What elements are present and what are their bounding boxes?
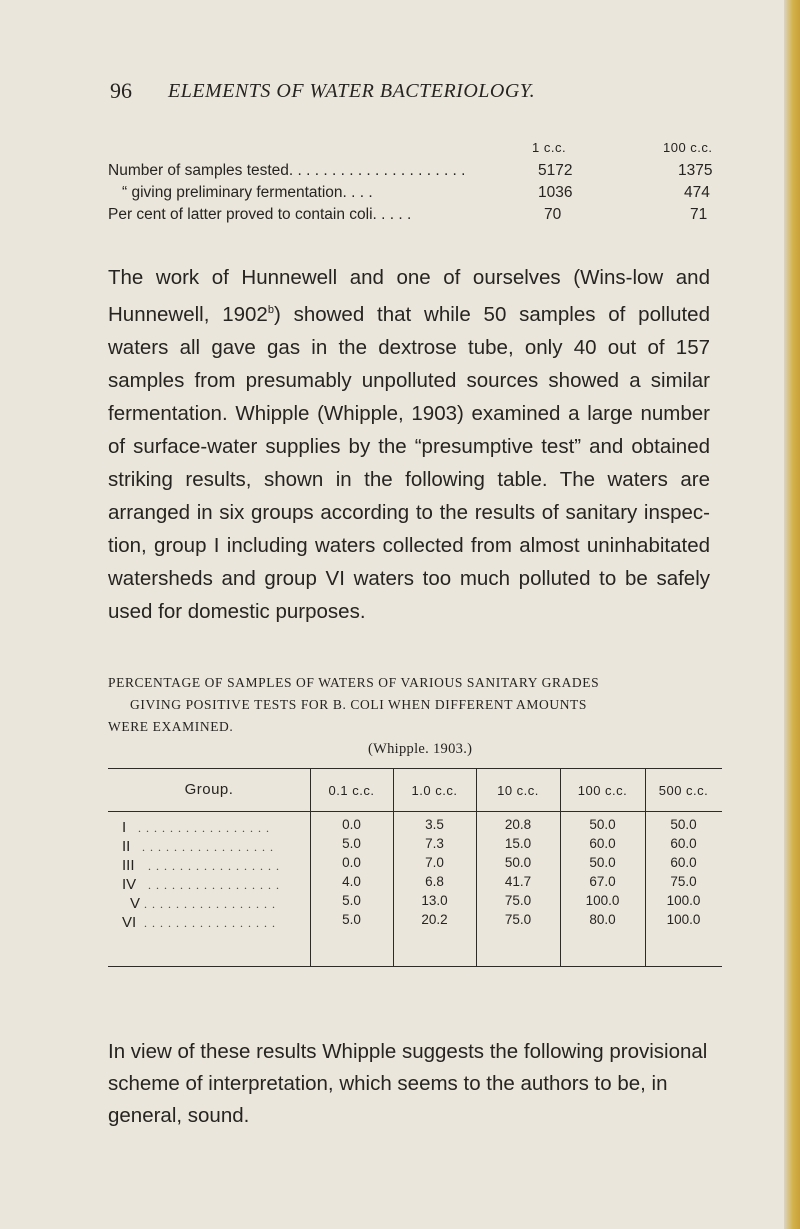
summary-row [108,206,730,228]
table-cell: 75.0 [670,874,697,889]
summary-value: 1375 [678,162,713,179]
table-cell: 100.0 [585,893,620,908]
summary-value: 71 [690,206,708,223]
table-caption [108,675,730,763]
leader-dots: . . . . . . . . . . . . . . . . . [148,859,280,873]
table-cell: 80.0 [589,912,616,927]
group-label: III [122,857,135,874]
page-number: 96 [110,78,132,103]
table-cell: 100.0 [666,912,701,927]
running-title: ELEMENTS OF WATER BACTERIOLOGY. [168,80,536,102]
header-1-0cc: 1.0 c.c. [411,783,458,798]
caption-line: GIVING POSITIVE TESTS FOR B. COLI WHEN DIFFERENT AMOUNTS [130,697,587,712]
table-cell: 20.8 [504,817,532,832]
header-10cc: 10 c.c. [497,783,539,798]
header-0-1cc: 0.1 c.c. [328,783,375,798]
header-rule [108,811,722,812]
group-label: I [122,819,127,836]
page-header [110,78,760,112]
leader-dots: . . . . . . . . . . . . . . . . . [142,840,274,854]
summary-value: 1036 [538,184,573,201]
body-paragraph [108,261,710,628]
body-text: The work of Hunnewell and one of ourselves (Wins-low and Hunnewell, 1902 [108,266,710,326]
group-label: IV [122,876,137,893]
summary-value: 70 [544,206,562,223]
group-label: V [130,895,141,912]
table-cell: 60.0 [670,836,697,851]
table-cell: 6.8 [425,874,444,889]
header-group: Group. [184,781,234,798]
table-cell: 5.0 [342,893,361,908]
group-label: II [122,838,131,855]
table-cell: 3.5 [425,817,444,832]
table-cell: 13.0 [421,893,448,908]
summary-value: 474 [684,184,710,201]
summary-stats-header [108,140,730,162]
superscript-b: b [267,304,274,316]
summary-row [108,184,730,206]
summary-row [108,162,730,184]
group-label: VI [122,914,137,931]
leader-dots: . . . . . . . . . . . . . . . . . [144,897,276,911]
table-cell: 0.0 [342,855,361,870]
table-cell: 50.0 [504,855,532,870]
header-500cc: 500 c.c. [658,783,709,798]
table-cell: 50.0 [670,817,697,832]
summary-row-label: “ giving preliminary fermentation. . . . [122,184,373,201]
table-cell: 7.3 [425,836,444,851]
table-cell: 41.7 [504,874,532,889]
table-cell: 20.2 [421,912,448,927]
summary-value: 5172 [538,162,573,179]
table-cell: 5.0 [342,836,361,851]
table-cell: 50.0 [589,817,616,832]
table-cell: 100.0 [666,893,701,908]
body-text: ) showed that while 50 samples of polluted waters all gave gas in the dextrose tube, only 40 out of 157 samples from presumably unpolluted sources showed a similar fermentation. Whipple (Whipple, 1903) examined a large number of surface-water supplies by the “presumptive test” and obtained striking results, shown in the following table. The waters are arranged in six groups according to the results of sanitary inspec-tion, group I including waters collected from almost uninhabitated watersheds and group VI waters too much polluted to be safely used for domestic purposes. [108,302,710,623]
table-cell: 67.0 [589,874,616,889]
table-cell: 4.0 [342,874,361,889]
table-cell: 15.0 [504,836,532,851]
header-100cc: 100 c.c. [577,783,628,798]
summary-row-label: Per cent of latter proved to contain coli. . . . . [108,206,412,223]
leader-dots: . . . . . . . . . . . . . . . . . [138,821,270,835]
summary-row-label: Number of samples tested. . . . . . . . . . . . . . . . . . . . . [108,162,466,179]
table-cell: 7.0 [425,855,444,870]
page-edge [784,0,800,1229]
whipple-results-table [108,768,722,967]
closing-paragraph: In view of these results Whipple suggests the following provisional scheme of interpretation, which seems to the authors to be, in general, sound. [108,1040,708,1127]
caption-source: (Whipple. 1903.) [368,741,473,757]
caption-line: WERE EXAMINED. [108,719,234,734]
summary-stats-table [108,140,730,228]
table-cell: 60.0 [670,855,697,870]
table-cell: 0.0 [342,817,361,832]
summary-col-1cc: 1 c.c. [532,140,567,155]
table-cell: 60.0 [589,836,616,851]
table-cell: 50.0 [589,855,616,870]
summary-col-100cc: 100 c.c. [663,140,713,155]
table-cell: 75.0 [504,912,532,927]
table-cell: 5.0 [342,912,361,927]
caption-line: PERCENTAGE OF SAMPLES OF WATERS OF VARIOUS SANITARY GRADES [108,675,600,690]
table-cell: 75.0 [504,893,532,908]
leader-dots: . . . . . . . . . . . . . . . . . [148,878,280,892]
leader-dots: . . . . . . . . . . . . . . . . . [144,916,276,930]
